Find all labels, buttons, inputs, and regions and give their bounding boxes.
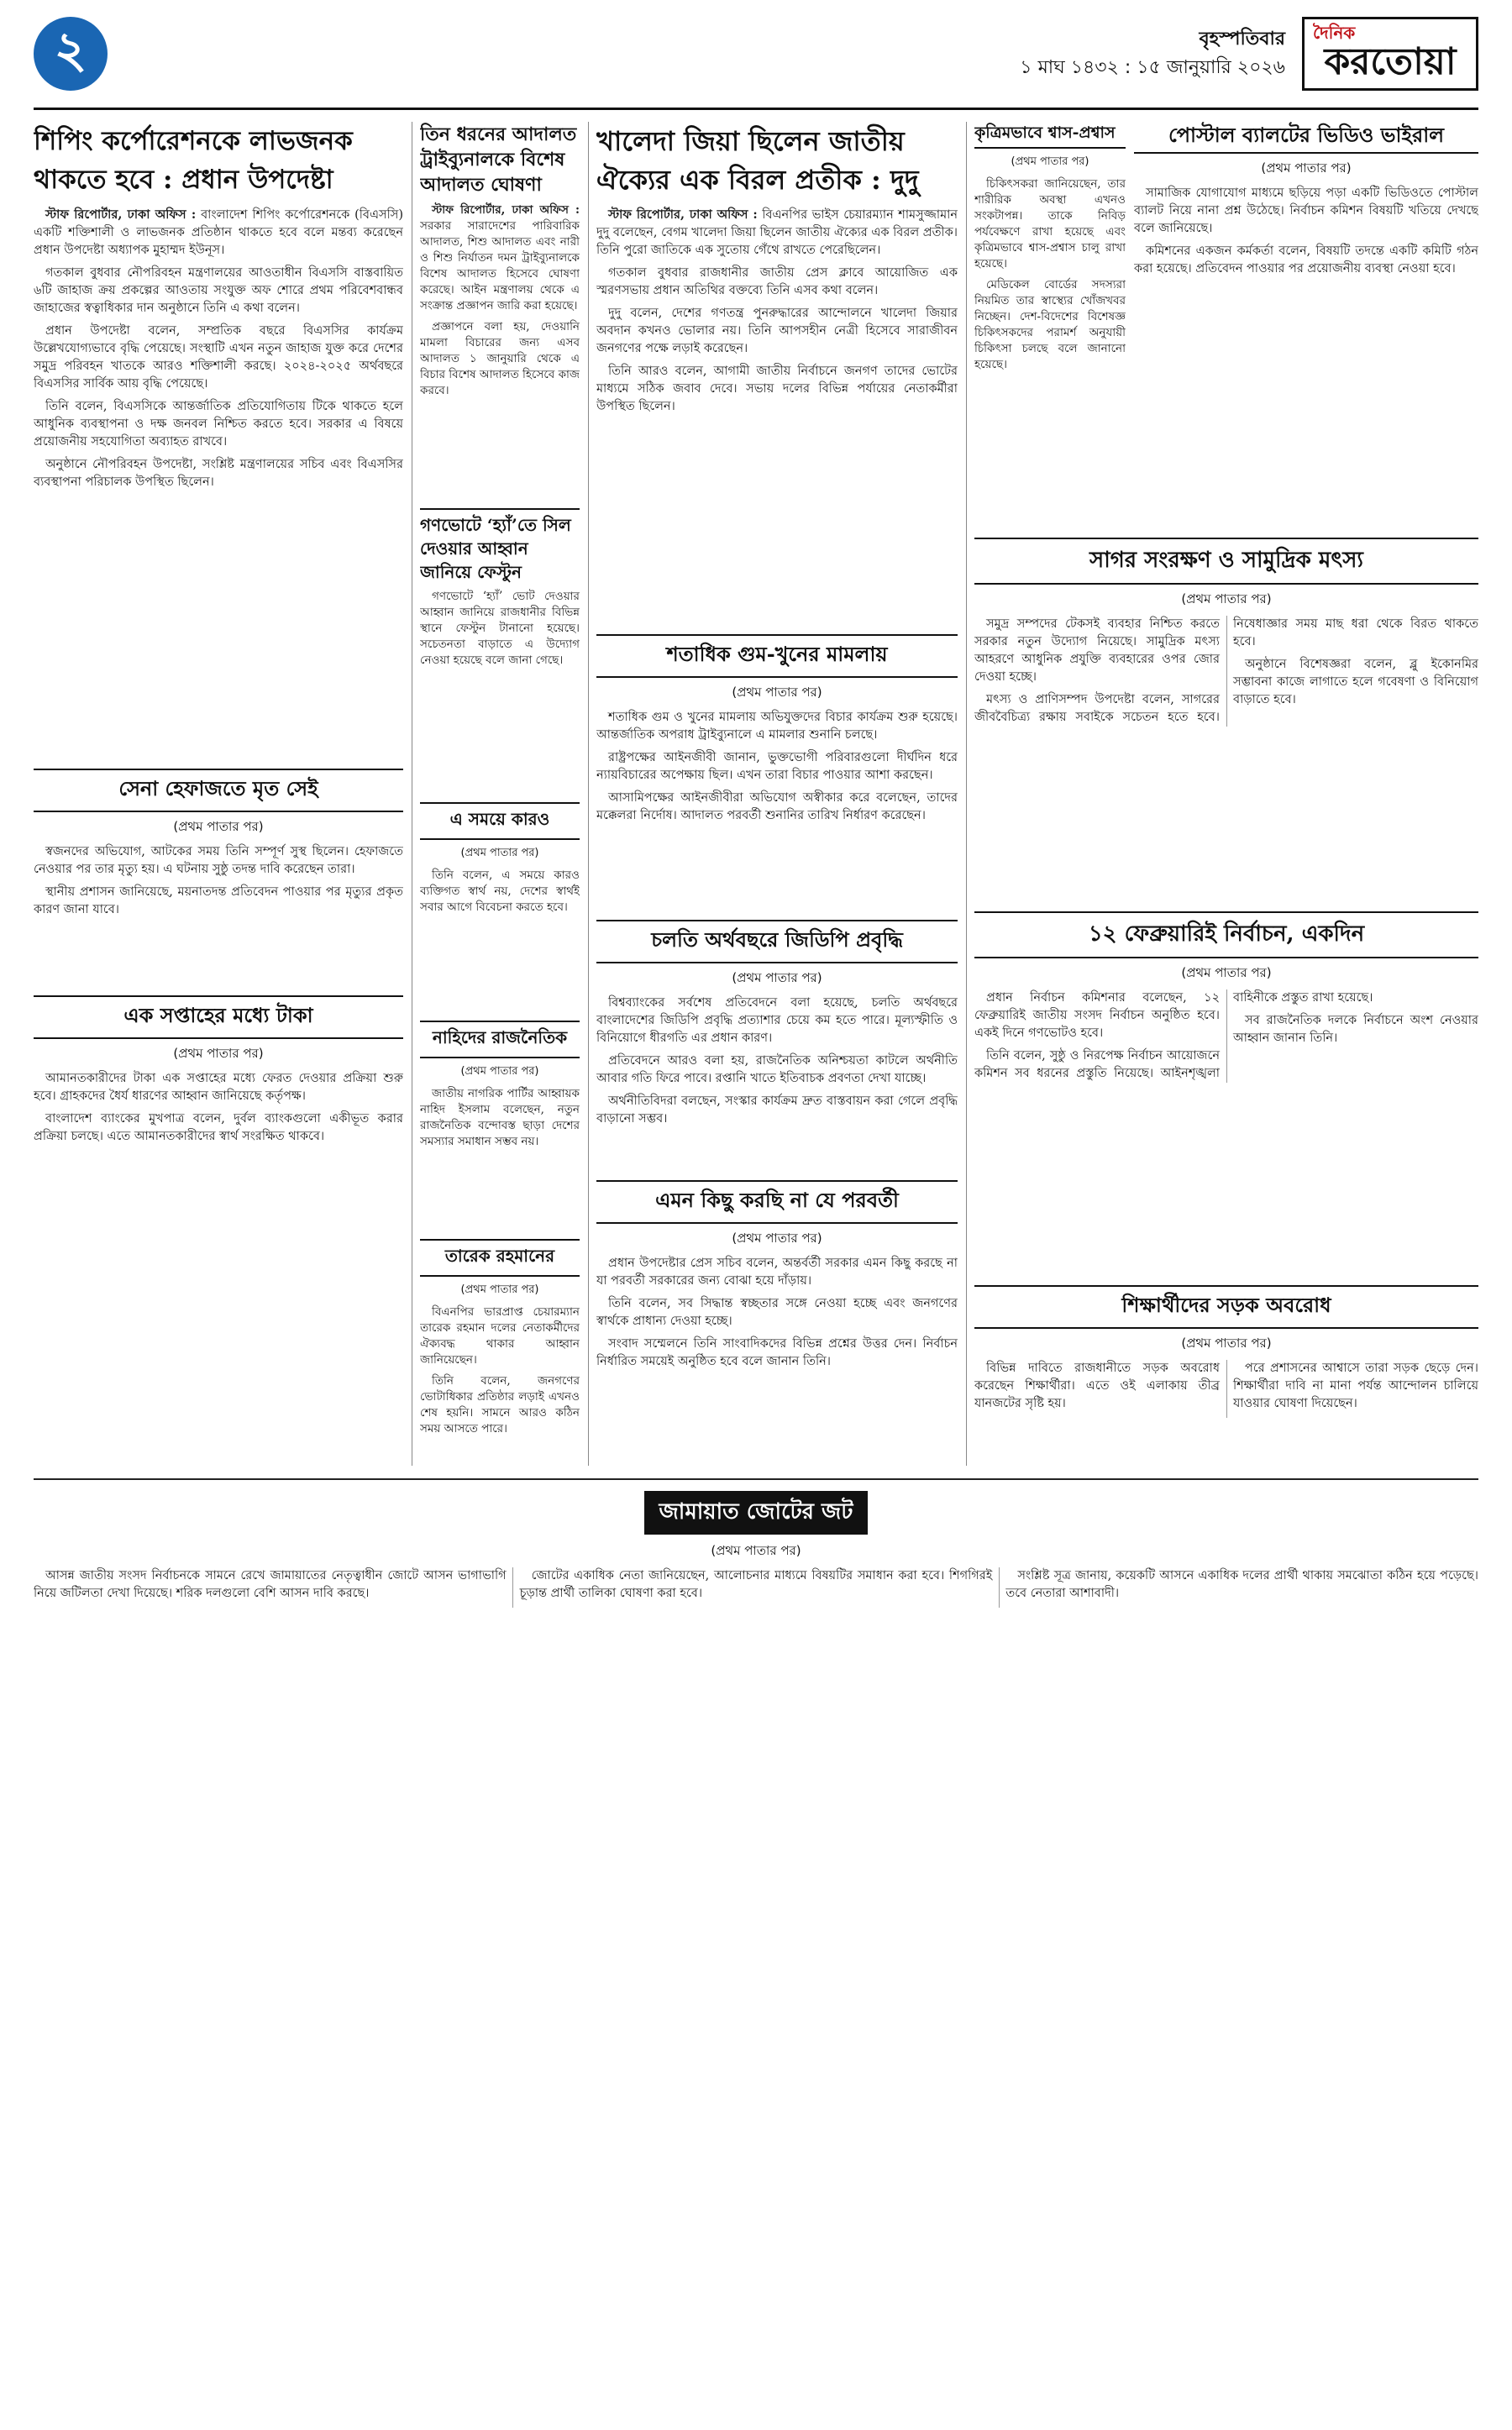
paragraph: অর্থনীতিবিদরা বলছেন, সংস্কার কার্যক্রম দ্রুত বাস্তবায়ন করা গেলে প্রবৃদ্ধি বাড়ানো সম্ভব। bbox=[596, 1094, 958, 1126]
article-body bbox=[34, 206, 403, 491]
paragraph: বিএনপির ভাইস চেয়ারম্যান শামসুজ্জামান দুদু বলেছেন, বেগম খালেদা জিয়া ছিলেন জাতীয় ঐক্যের এক বিরল প্রতীক। তিনি পুরো জাতিকে এক সুতোয় গেঁথে রাখতে পেরেছিলেন। bbox=[596, 208, 958, 257]
article-khaleda bbox=[596, 122, 958, 626]
paragraph: মৎস্য ও প্রাণিসম্পদ উপদেষ্টা বলেন, সাগরের জীববৈচিত্র্য রক্ষায় সবাইকে সচেতন হতে হবে। নিষেধাজ্ঞার সময় মাছ ধরা থেকে বিরত থাকতে হবে। bbox=[974, 617, 1478, 724]
article-headline: তারেক রহমানের bbox=[420, 1239, 580, 1277]
article-headline: চলতি অর্থবছরে জিডিপি প্রবৃদ্ধি bbox=[596, 920, 958, 963]
article-sea bbox=[974, 538, 1478, 899]
article-headline: এমন কিছু করছি না যে পরবর্তী bbox=[596, 1180, 958, 1224]
article-headline: কৃত্রিমভাবে শ্বাস-প্রশ্বাস bbox=[974, 122, 1126, 149]
jump-line: (প্রথম পাতার পর) bbox=[1181, 965, 1272, 980]
article-headline: ১২ ফেব্রুয়ারিই নির্বাচন, একদিন bbox=[974, 911, 1478, 958]
article-jamaat bbox=[34, 1491, 1478, 2406]
article-byline: স্টাফ রিপোর্টার, ঢাকা অফিস : bbox=[608, 207, 758, 222]
day-of-week: বৃহস্পতিবার bbox=[1199, 29, 1285, 50]
paragraph: অনুষ্ঠানে বিশেষজ্ঞরা বলেন, ব্লু ইকোনমির সম্ভাবনা কাজে লাগাতে হলে গবেষণা ও বিনিয়োগ বাড়াতে হবে। bbox=[1233, 658, 1478, 706]
paragraph: বাংলাদেশ ব্যাংকের মুখপাত্র বলেন, দুর্বল ব্যাংকগুলো একীভূত করার প্রক্রিয়া চলছে। এতে আমানতকারীদের স্বার্থ সংরক্ষিত থাকবে। bbox=[34, 1112, 403, 1143]
jump-line: (প্রথম পাতার পর) bbox=[460, 1065, 539, 1078]
paragraph: তিনি বলেন, সুষ্ঠু ও নিরপেক্ষ নির্বাচন আয়োজনে কমিশন সব ধরনের প্রস্তুতি নিয়েছে। আইনশৃঙ্খলা বাহিনীকে প্রস্তুত রাখা হয়েছে। bbox=[974, 991, 1373, 1080]
article-ganavote bbox=[420, 508, 580, 794]
jump-line: (প্রথম পাতার পর) bbox=[1261, 160, 1352, 176]
jump-line: (প্রথম পাতার পর) bbox=[1181, 591, 1272, 606]
paragraph: প্রধান উপদেষ্টার প্রেস সচিব বলেন, অন্তর্বর্তী সরকার এমন কিছু করছে না যা পরবর্তী সরকারের জন্য বোঝা হয়ে দাঁড়ায়। bbox=[596, 1257, 958, 1288]
article-headline: শিপিং কর্পোরেশনকে লাভজনক থাকতে হবে : প্রধান উপদেষ্টা bbox=[34, 126, 353, 195]
article-headline: খালেদা জিয়া ছিলেন জাতীয় ঐক্যের এক বিরল প্রতীক : দুদু bbox=[596, 125, 919, 196]
article-ventilation bbox=[974, 122, 1126, 525]
paragraph: সব রাজনৈতিক দলকে নির্বাচনে অংশ নেওয়ার আহ্বান জানান তিনি। bbox=[1233, 1014, 1478, 1045]
jump-line: (প্রথম পাতার পর) bbox=[173, 1046, 264, 1061]
newspaper-logo bbox=[1302, 17, 1478, 91]
paragraph: বিশ্বব্যাংকের সর্বশেষ প্রতিবেদনে বলা হয়েছে, চলতি অর্থবছরে বাংলাদেশের জিডিপি প্রবৃদ্ধি প্রত্যাশার চেয়ে কম হতে পারে। মূল্যস্ফীতি ও বিনিয়োগে ধীরগতি এর প্রধান কারণ। bbox=[596, 996, 958, 1045]
article-tribunal bbox=[420, 122, 580, 500]
article-body bbox=[420, 1304, 580, 1437]
paragraph: সংবাদ সম্মেলনে তিনি সাংবাদিকদের বিভিন্ন প্রশ্নের উত্তর দেন। নির্বাচন নির্ধারিত সময়েই অনুষ্ঠিত হবে বলে জানান তিনি। bbox=[596, 1337, 958, 1368]
paragraph: স্বজনদের অভিযোগ, আটকের সময় তিনি সম্পূর্ণ সুস্থ ছিলেন। হেফাজতে নেওয়ার পর তার মৃত্যু হয়। এ ঘটনায় সুষ্ঠু তদন্ত দাবি করেছেন তারা। bbox=[34, 845, 403, 876]
paragraph: প্রজ্ঞাপনে বলা হয়, দেওয়ানি মামলা বিচারের জন্য এসব আদালত ১ জানুয়ারি থেকে এ বিচার বিশেষ আদালত হিসেবে কাজ করবে। bbox=[420, 320, 580, 397]
paragraph: দুদু বলেন, দেশের গণতন্ত্র পুনরুদ্ধারের আন্দোলনে খালেদা জিয়ার অবদান কখনও ভোলার নয়। তিনি আপসহীন নেত্রী হিসেবে সারাজীবন জনগণের পক্ষে লড়াই করেছেন। bbox=[596, 307, 958, 355]
jump-line: (প্রথম পাতার পর) bbox=[460, 847, 539, 859]
column-divider bbox=[966, 122, 967, 1466]
masthead-rule bbox=[34, 108, 1478, 110]
article-shipping bbox=[34, 122, 403, 760]
article-body bbox=[974, 176, 1126, 373]
article-body bbox=[974, 616, 1478, 727]
article-headline: সাগর সংরক্ষণ ও সামুদ্রিক মৎস্য bbox=[974, 538, 1478, 585]
article-nothing bbox=[596, 1180, 958, 1466]
article-body bbox=[34, 1567, 1478, 1608]
article-body bbox=[596, 995, 958, 1128]
paragraph: আমানতকারীদের টাকা এক সপ্তাহের মধ্যে ফেরত দেওয়ার প্রক্রিয়া শুরু হবে। গ্রাহকদের ধৈর্য ধারণের আহ্বান জানিয়েছে কর্তৃপক্ষ। bbox=[34, 1072, 403, 1103]
article-postal bbox=[1134, 122, 1478, 525]
article-gdp bbox=[596, 920, 958, 1172]
jump-line: (প্রথম পাতার পর) bbox=[1011, 155, 1089, 168]
paragraph: গতকাল বুধবার নৌপরিবহন মন্ত্রণালয়ের আওতাধীন বিএসসি বাস্তবায়িত ৬টি জাহাজ ক্রয় প্রকল্পের আওতায় সংযুক্ত অফ শোরে প্রথম পরিবেশবান্ধব জাহাজের স্বত্বাধিকার দান অনুষ্ঠানে তিনি এ কথা বলেন। bbox=[34, 266, 403, 315]
paragraph: মেডিকেল বোর্ডের সদস্যরা নিয়মিত তার স্বাস্থ্যের খোঁজখবর নিচ্ছেন। দেশ-বিদেশের বিশেষজ্ঞ চিকিৎসকদের পরামর্শ অনুযায়ী চিকিৎসা চলছে বলে জানানো হয়েছে। bbox=[974, 278, 1126, 371]
paragraph: জাতীয় নাগরিক পার্টির আহ্বায়ক নাহিদ ইসলাম বলেছেন, নতুন রাজনৈতিক বন্দোবস্ত ছাড়া দেশের সমস্যার সমাধান সম্ভব নয়। bbox=[420, 1087, 580, 1148]
paragraph: সমুদ্র সম্পদের টেকসই ব্যবহার নিশ্চিত করতে সরকার নতুন উদ্যোগ নিয়েছে। সামুদ্রিক মৎস্য আহরণে আধুনিক প্রযুক্তি ব্যবহারের ওপর জোর দেওয়া হচ্ছে। bbox=[974, 617, 1220, 684]
paragraph: আসন্ন জাতীয় সংসদ নির্বাচনকে সামনে রেখে জামায়াতের নেতৃত্বাধীন জোটে আসন ভাগাভাগি নিয়ে জটিলতা দেখা দিয়েছে। শরিক দলগুলো বেশি আসন দাবি করছে। bbox=[34, 1569, 507, 1600]
paragraph: আসামিপক্ষের আইনজীবীরা অভিযোগ অস্বীকার করে বলেছেন, তাদের মক্কেলরা নির্দোষ। আদালত পরবর্তী শুনানির তারিখ নির্ধারণ করেছেন। bbox=[596, 791, 958, 822]
article-headline: পোস্টাল ব্যালটের ভিডিও ভাইরাল bbox=[1134, 122, 1478, 154]
paragraph: গণভোটে ‘হ্যাঁ’ ভোট দেওয়ার আহ্বান জানিয়ে রাজধানীর বিভিন্ন স্থানে ফেস্টুন টানানো হয়েছে। সচেতনতা বাড়াতে এ উদ্যোগ নেওয়া হয়েছে বলে জানা গেছে। bbox=[420, 590, 580, 667]
paragraph: কমিশনের একজন কর্মকর্তা বলেন, বিষয়টি তদন্তে একটি কমিটি গঠন করা হয়েছে। প্রতিবেদন পাওয়ার পর প্রয়োজনীয় ব্যবস্থা নেওয়া হবে। bbox=[1134, 244, 1478, 276]
paragraph: জোটের একাধিক নেতা জানিয়েছেন, আলোচনার মাধ্যমে বিষয়টির সমাধান করা হবে। শিগগিরই চূড়ান্ত প্রার্থী তালিকা ঘোষণা করা হবে। bbox=[519, 1569, 993, 1600]
article-byline: স্টাফ রিপোর্টার, ঢাকা অফিস : bbox=[45, 207, 197, 222]
article-headline: জামায়াত জোটের জট bbox=[644, 1491, 869, 1535]
dateline bbox=[1020, 25, 1285, 82]
article-students bbox=[974, 1285, 1478, 1466]
paragraph: প্রধান নির্বাচন কমিশনার বলেছেন, ১২ ফেব্রুয়ারিই জাতীয় সংসদ নির্বাচন অনুষ্ঠিত হবে। একই দিনে গণভোটও হবে। bbox=[974, 991, 1220, 1040]
paragraph: চিকিৎসকরা জানিয়েছেন, তার শারীরিক অবস্থা এখনও সংকটাপন্ন। তাকে নিবিড় পর্যবেক্ষণে রাখা হয়েছে এবং কৃত্রিমভাবে শ্বাস-প্রশ্বাস চালু রাখা হয়েছে। bbox=[974, 177, 1126, 270]
article-body bbox=[596, 709, 958, 825]
paragraph: শতাধিক গুম ও খুনের মামলায় অভিযুক্তদের বিচার কার্যক্রম শুরু হয়েছে। আন্তর্জাতিক অপরাধ ট্রাইব্যুনালে এ মামলার শুনানি চলছে। bbox=[596, 711, 958, 742]
article-headline: শিক্ষার্থীদের সড়ক অবরোধ bbox=[974, 1285, 1478, 1329]
jump-line: (প্রথম পাতার পর) bbox=[460, 1283, 539, 1296]
article-headline: এক সপ্তাহের মধ্যে টাকা bbox=[34, 995, 403, 1039]
article-election bbox=[974, 911, 1478, 1273]
paragraph: সংশ্লিষ্ট সূত্র জানায়, কয়েকটি আসনে একাধিক দলের প্রার্থী থাকায় সমঝোতা কঠিন হয়ে পড়েছে। তবে নেতারা আশাবাদী। bbox=[1005, 1569, 1478, 1600]
masthead bbox=[34, 17, 1478, 97]
jump-line: (প্রথম পাতার পর) bbox=[732, 1231, 822, 1246]
paragraph: বাংলাদেশ শিপিং কর্পোরেশনকে (বিএসসি) একটি শক্তিশালী ও লাভজনক প্রতিষ্ঠান থাকতে হবে বলে মন্তব্য করেছেন প্রধান উপদেষ্টা অধ্যাপক মুহাম্মদ ইউনূস। bbox=[34, 208, 403, 257]
jump-line: (প্রথম পাতার পর) bbox=[711, 1543, 801, 1558]
paragraph: বিএনপির ভারপ্রাপ্ত চেয়ারম্যান তারেক রহমান দলের নেতাকর্মীদের ঐক্যবদ্ধ থাকার আহ্বান জানিয়েছেন। bbox=[420, 1305, 580, 1367]
article-headline: সেনা হেফাজতে মৃত সেই bbox=[34, 769, 403, 812]
jump-line: (প্রথম পাতার পর) bbox=[732, 685, 822, 700]
paragraph: রাষ্ট্রপক্ষের আইনজীবী জানান, ভুক্তভোগী পরিবারগুলো দীর্ঘদিন ধরে ন্যায়বিচারের অপেক্ষায় ছিল। এখন তারা বিচার পাওয়ার আশা করছেন। bbox=[596, 751, 958, 782]
article-body bbox=[34, 843, 403, 919]
paragraph: তিনি বলেন, জনগণের ভোটাধিকার প্রতিষ্ঠার লড়াই এখনও শেষ হয়নি। সামনে আরও কঠিন সময় আসতে পারে। bbox=[420, 1374, 580, 1435]
paragraph: সামাজিক যোগাযোগ মাধ্যমে ছড়িয়ে পড়া একটি ভিডিওতে পোস্টাল ব্যালট নিয়ে নানা প্রশ্ন উঠেছে। নির্বাচন কমিশন বিষয়টি খতিয়ে দেখছে বলে জানিয়েছে। bbox=[1134, 186, 1478, 235]
article-headline: গণভোটে ‘হ্যাঁ’তে সিল দেওয়ার আহ্বান জানিয়ে ফেস্টুন bbox=[420, 508, 580, 584]
article-body bbox=[596, 1255, 958, 1371]
article-body bbox=[1134, 185, 1478, 278]
article-money bbox=[34, 995, 403, 1466]
article-body bbox=[420, 202, 580, 399]
paragraph: বিভিন্ন দাবিতে রাজধানীতে সড়ক অবরোধ করেছেন শিক্ষার্থীরা। এতে ওই এলাকায় তীব্র যানজটের সৃষ্টি হয়। bbox=[974, 1362, 1220, 1410]
article-headline: নাহিদের রাজনৈতিক bbox=[420, 1021, 580, 1058]
article-headline: এ সময়ে কারও bbox=[420, 802, 580, 840]
paragraph: তিনি বলেন, এ সময়ে কারও ব্যক্তিগত স্বার্থ নয়, দেশের স্বার্থই সবার আগে বিবেচনা করতে হবে। bbox=[420, 869, 580, 914]
paragraph: প্রতিবেদনে আরও বলা হয়, রাজনৈতিক অনিশ্চয়তা কাটলে অর্থনীতি আবার গতি ফিরে পাবে। রপ্তানি খাতে ইতিবাচক প্রবণতা দেখা যাচ্ছে। bbox=[596, 1054, 958, 1085]
article-body bbox=[596, 206, 958, 416]
jump-line: (প্রথম পাতার পর) bbox=[1181, 1336, 1272, 1351]
issue-date: ১ মাঘ ১৪৩২ : ১৫ জানুয়ারি ২০২৬ bbox=[1020, 57, 1285, 78]
article-shatadhik bbox=[596, 634, 958, 911]
jump-line: (প্রথম পাতার পর) bbox=[173, 819, 264, 834]
paragraph: অনুষ্ঠানে নৌপরিবহন উপদেষ্টা, সংশ্লিষ্ট মন্ত্রণালয়ের সচিব এবং বিএসসির ব্যবস্থাপনা পরিচালক উপস্থিত ছিলেন। bbox=[34, 458, 403, 489]
logo-prefix: দৈনিক bbox=[1313, 23, 1356, 43]
article-body bbox=[34, 1070, 403, 1146]
article-body bbox=[974, 1360, 1478, 1418]
paragraph: প্রধান উপদেষ্টা বলেন, সম্প্রতিক বছরে বিএসসির কার্যক্রম উল্লেখযোগ্যভাবে বৃদ্ধি পেয়েছে। সংস্থাটি এখন নতুন জাহাজ যুক্ত করে দেশের সমুদ্র পরিবহন খাতকে আরও শক্তিশালী করছে। ২০২৪-২০২৫ অর্থবছরে বিএসসির সার্বিক আয় বৃদ্ধি পেয়েছে। bbox=[34, 324, 403, 391]
article-byline: স্টাফ রিপোর্টার, ঢাকা অফিস : bbox=[432, 203, 580, 217]
paragraph: তিনি বলেন, বিএসসিকে আন্তর্জাতিক প্রতিযোগিতায় টিকে থাকতে হলে আধুনিক ব্যবস্থাপনা ও দক্ষ জনবল নিশ্চিত করতে হবে। সরকার এ বিষয়ে প্রয়োজনীয় সহযোগিতা অব্যাহত রাখবে। bbox=[34, 400, 403, 449]
paragraph: তিনি বলেন, সব সিদ্ধান্ত স্বচ্ছতার সঙ্গে নেওয়া হচ্ছে এবং জনগণের স্বার্থকে প্রাধান্য দেওয়া হচ্ছে। bbox=[596, 1297, 958, 1328]
article-body bbox=[420, 868, 580, 916]
article-headline: তিন ধরনের আদালত ট্রাইব্যুনালকে বিশেষ আদালত ঘোষণা bbox=[420, 123, 577, 196]
page-number-badge: ২ bbox=[34, 17, 108, 91]
paragraph: তিনি আরও বলেন, আগামী জাতীয় নির্বাচনে জনগণ তাদের ভোটের মাধ্যমে সঠিক জবাব দেবে। সভায় দলের বিভিন্ন পর্যায়ের নেতাকর্মীরা উপস্থিত ছিলেন। bbox=[596, 365, 958, 413]
paragraph: সরকার সারাদেশের পারিবারিক আদালত, শিশু আদালত এবং নারী ও শিশু নির্যাতন দমন ট্রাইব্যুনালকে বিশেষ আদালত হিসেবে ঘোষণা করেছে। আইন মন্ত্রণালয় থেকে এ সংক্রান্ত প্রজ্ঞাপন জারি করা হয়েছে। bbox=[420, 219, 580, 312]
article-headline: শতাধিক গুম-খুনের মামলায় bbox=[596, 634, 958, 678]
article-tarek bbox=[420, 1239, 580, 1466]
article-army bbox=[34, 769, 403, 987]
paragraph: গতকাল বুধবার রাজধানীর জাতীয় প্রেস ক্লাবে আয়োজিত এক স্মরণসভায় প্রধান অতিথির বক্তব্যে তিনি এসব কথা বলেন। bbox=[596, 266, 958, 297]
paragraph: স্থানীয় প্রশাসন জানিয়েছে, ময়নাতদন্ত প্রতিবেদন পাওয়ার পর মৃত্যুর প্রকৃত কারণ জানা যাবে। bbox=[34, 885, 403, 916]
article-nahid bbox=[420, 1021, 580, 1231]
section-rule bbox=[34, 1478, 1478, 1480]
article-body bbox=[420, 1086, 580, 1150]
paragraph: পরে প্রশাসনের আশ্বাসে তারা সড়ক ছেড়ে দেন। শিক্ষার্থীরা দাবি না মানা পর্যন্ত আন্দোলন চালিয়ে যাওয়ার ঘোষণা দিয়েছেন। bbox=[1233, 1362, 1478, 1410]
jump-line: (প্রথম পাতার পর) bbox=[732, 970, 822, 985]
logo-name: করতোয়া bbox=[1324, 40, 1457, 83]
article-kero bbox=[420, 802, 580, 1012]
article-headline-wrap bbox=[34, 1491, 1478, 1535]
article-body bbox=[974, 989, 1478, 1083]
article-body bbox=[420, 589, 580, 669]
column-divider bbox=[588, 122, 589, 1466]
